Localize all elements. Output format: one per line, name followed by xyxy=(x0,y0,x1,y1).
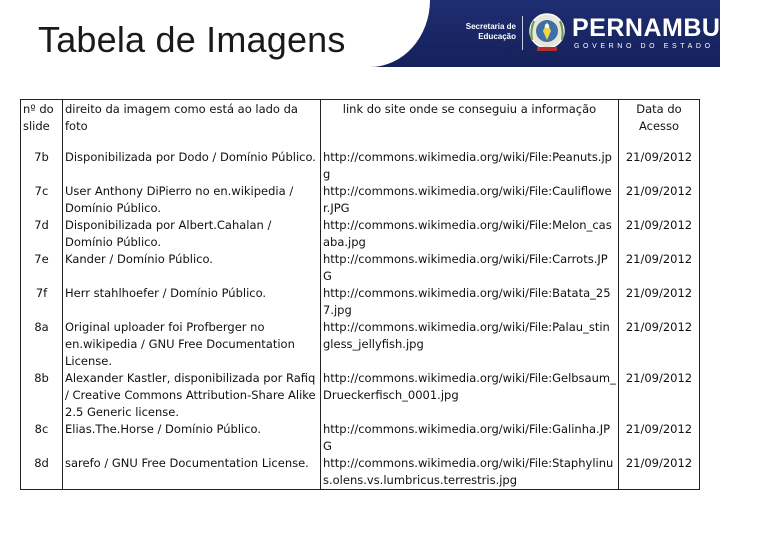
date-cell: 21/09/2012 xyxy=(619,251,700,285)
secretaria-line-1: Secretaria de xyxy=(465,22,516,31)
link-cell[interactable]: http://commons.wikimedia.org/wiki/File:Galinha.JPG xyxy=(321,421,619,455)
government-logo xyxy=(452,8,759,58)
link-cell[interactable]: http://commons.wikimedia.org/wiki/File:Batata_257.jpg xyxy=(321,285,619,319)
slide-cell: 7e xyxy=(21,251,63,285)
rights-cell: Alexander Kastler, disponibilizada por Rafiq / Creative Commons Attribution-Share Alike 2.5 Generic license. xyxy=(63,370,321,421)
date-cell: 21/09/2012 xyxy=(619,455,700,490)
rights-cell: sarefo / GNU Free Documentation License. xyxy=(63,455,321,490)
logo-divider xyxy=(522,16,523,50)
header-image-rights: direito da imagem como está ao lado da foto xyxy=(63,100,321,138)
brand-name: PERNAMBUCO xyxy=(572,14,759,42)
date-cell: 21/09/2012 xyxy=(619,421,700,455)
link-cell[interactable]: http://commons.wikimedia.org/wiki/File:Staphylinus.olens.vs.lumbricus.terrestris.jpg xyxy=(321,455,619,490)
slide-cell: 7d xyxy=(21,217,63,251)
date-cell: 21/09/2012 xyxy=(619,149,700,183)
slide-cell: 7f xyxy=(21,285,63,319)
header-slide-number: nº do slide xyxy=(21,100,63,138)
link-cell[interactable]: http://commons.wikimedia.org/wiki/File:Carrots.JPG xyxy=(321,251,619,285)
table-spacer-row xyxy=(21,137,700,149)
slide-cell: 8b xyxy=(21,370,63,421)
table-row xyxy=(21,421,700,455)
table-row xyxy=(21,285,700,319)
table-header-row xyxy=(21,100,700,138)
table-row xyxy=(21,149,700,183)
link-cell[interactable]: http://commons.wikimedia.org/wiki/File:Gelbsaum_Drueckerfisch_0001.jpg xyxy=(321,370,619,421)
secretaria-label xyxy=(456,22,516,42)
rights-cell: Herr stahlhoefer / Domínio Público. xyxy=(63,285,321,319)
slide-cell: 7b xyxy=(21,149,63,183)
header-access-date: Data do Acesso xyxy=(619,100,700,138)
rights-cell: Kander / Domínio Público. xyxy=(63,251,321,285)
table-row xyxy=(21,251,700,285)
date-cell: 21/09/2012 xyxy=(619,370,700,421)
slide-cell: 8a xyxy=(21,319,63,370)
table-row xyxy=(21,455,700,490)
date-cell: 21/09/2012 xyxy=(619,285,700,319)
table-row xyxy=(21,319,700,370)
link-cell[interactable]: http://commons.wikimedia.org/wiki/File:Palau_stingless_jellyfish.jpg xyxy=(321,319,619,370)
table-row xyxy=(21,183,700,217)
slide-cell: 8d xyxy=(21,455,63,490)
slide-title: Tabela de Imagens xyxy=(38,19,346,60)
slide-cell: 7c xyxy=(21,183,63,217)
header-source-link: link do site onde se conseguiu a informação xyxy=(321,100,619,138)
link-cell[interactable]: http://commons.wikimedia.org/wiki/File:Cauliflower.JPG xyxy=(321,183,619,217)
secretaria-line-2: Educação xyxy=(478,32,516,41)
table-row xyxy=(21,370,700,421)
link-cell[interactable]: http://commons.wikimedia.org/wiki/File:Peanuts.jpg xyxy=(321,149,619,183)
image-credits-table xyxy=(20,99,700,490)
table-row xyxy=(21,217,700,251)
date-cell: 21/09/2012 xyxy=(619,319,700,370)
rights-cell: User Anthony DiPierro no en.wikipedia / Domínio Público. xyxy=(63,183,321,217)
rights-cell: Elias.The.Horse / Domínio Público. xyxy=(63,421,321,455)
header-banner xyxy=(0,0,759,67)
rights-cell: Disponibilizada por Albert.Cahalan / Domínio Público. xyxy=(63,217,321,251)
rights-cell: Disponibilizada por Dodo / Domínio Público. xyxy=(63,149,321,183)
state-seal-icon xyxy=(526,10,568,54)
slide-cell: 8c xyxy=(21,421,63,455)
brand-subtitle: GOVERNO DO ESTADO xyxy=(574,43,714,50)
date-cell: 21/09/2012 xyxy=(619,217,700,251)
date-cell: 21/09/2012 xyxy=(619,183,700,217)
link-cell[interactable]: http://commons.wikimedia.org/wiki/File:Melon_casaba.jpg xyxy=(321,217,619,251)
rights-cell: Original uploader foi Profberger no en.wikipedia / GNU Free Documentation License. xyxy=(63,319,321,370)
